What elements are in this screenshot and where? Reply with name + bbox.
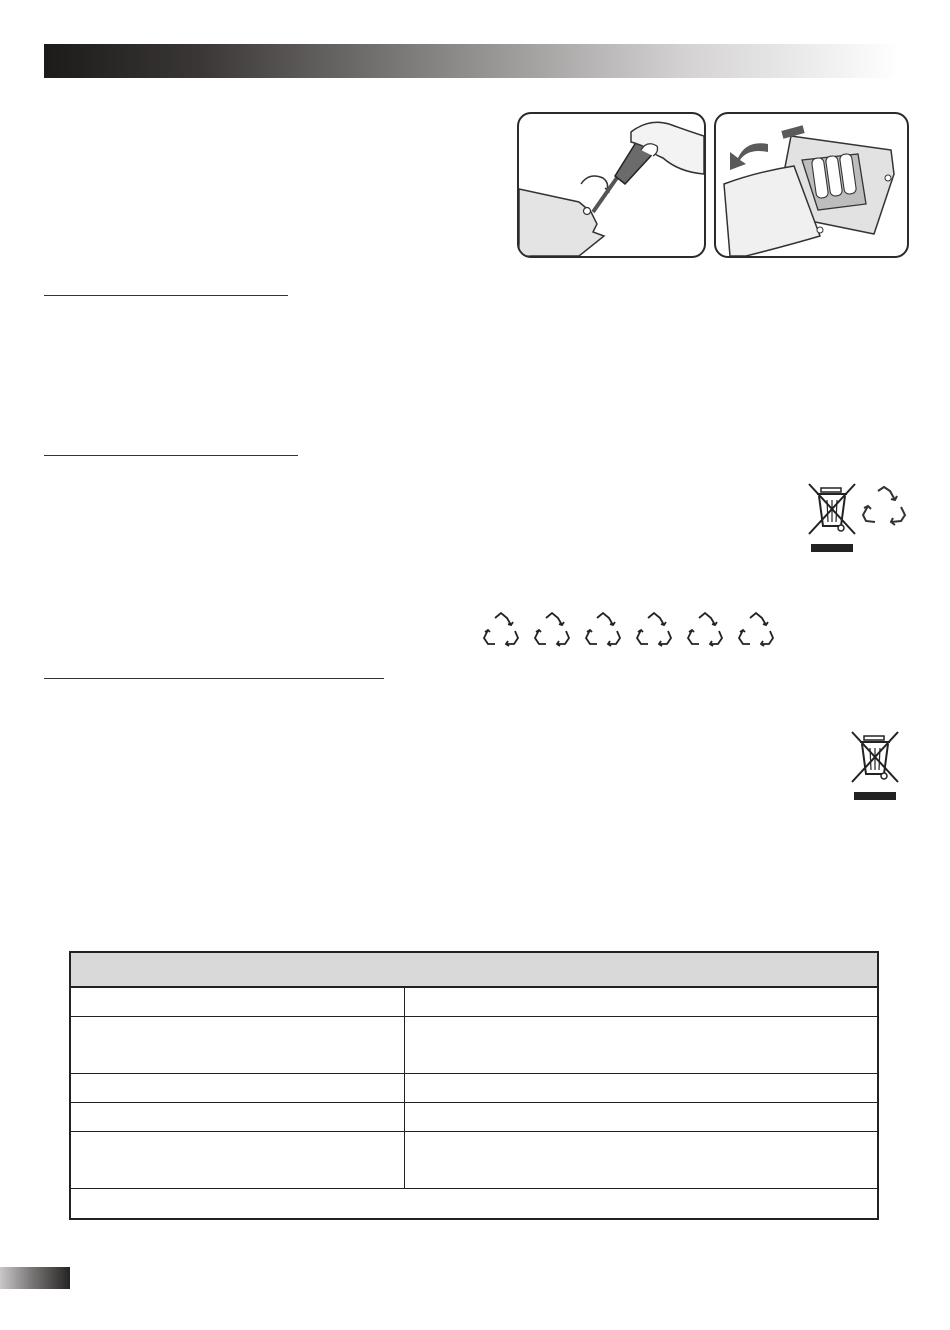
spec-label-cell bbox=[70, 1132, 405, 1189]
header-bar bbox=[44, 44, 900, 78]
screwdriver-illustration bbox=[517, 112, 706, 258]
recycle-triangle-icon bbox=[686, 611, 724, 652]
page-number-tab bbox=[0, 1267, 70, 1289]
table-row bbox=[70, 1132, 878, 1189]
spec-value-cell bbox=[405, 1132, 879, 1189]
table-row bbox=[70, 1074, 878, 1103]
spec-label-cell bbox=[70, 987, 405, 1017]
table-row bbox=[70, 1017, 878, 1074]
battery-compartment-illustration bbox=[714, 112, 909, 258]
spec-value-cell bbox=[405, 1103, 879, 1132]
spec-label-cell bbox=[70, 1103, 405, 1132]
recycle-arrows-icon bbox=[861, 485, 907, 534]
battery-icon bbox=[716, 114, 907, 256]
crossed-out-bin-icon bbox=[850, 730, 902, 807]
section-2-rule bbox=[44, 455, 298, 456]
spec-value-cell bbox=[405, 1017, 879, 1074]
recycle-triangle-icon bbox=[737, 611, 775, 652]
section-3-rule bbox=[44, 678, 384, 679]
table-row bbox=[70, 987, 878, 1017]
spec-table bbox=[69, 951, 879, 1220]
recycle-triangle-icon bbox=[533, 611, 571, 652]
section-1-rule bbox=[44, 295, 288, 296]
spec-value-cell bbox=[405, 1074, 879, 1103]
spec-label-cell bbox=[70, 1074, 405, 1103]
recycle-triangle-icon bbox=[635, 611, 673, 652]
spec-table-footer bbox=[70, 1189, 878, 1220]
screwdriver-icon bbox=[519, 114, 704, 256]
recycle-triangle-icon bbox=[584, 611, 622, 652]
recycle-triangle-icon bbox=[482, 611, 520, 652]
spec-label-cell bbox=[70, 1017, 405, 1074]
crossed-out-bin-icon bbox=[807, 482, 859, 559]
spec-table-header bbox=[70, 952, 878, 987]
spec-value-cell bbox=[405, 987, 879, 1017]
table-row bbox=[70, 1103, 878, 1132]
